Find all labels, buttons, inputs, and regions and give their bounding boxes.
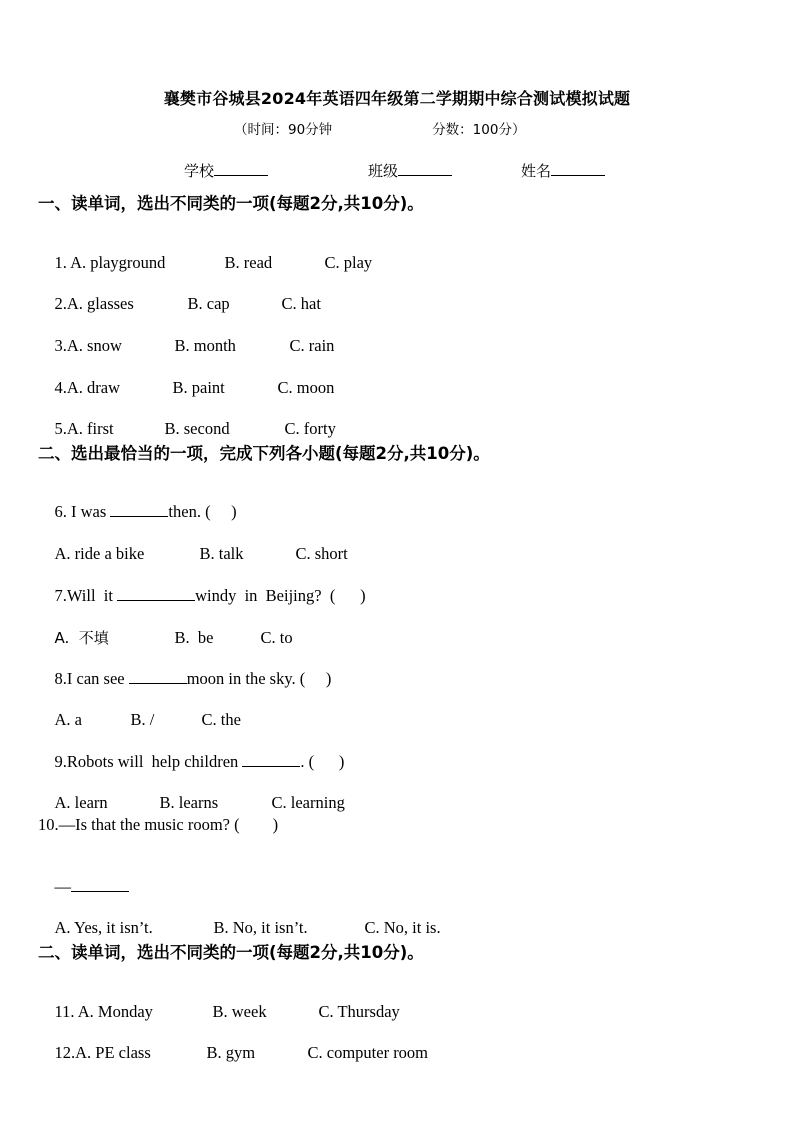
- q7-stem-end: windy in Beijing? ( ): [195, 586, 366, 605]
- q11-option-a: 11. A. Monday: [54, 1002, 153, 1021]
- name-label: 姓名: [521, 162, 552, 180]
- q4-option-c: C. moon: [277, 378, 335, 397]
- class-blank[interactable]: [398, 161, 452, 176]
- q1-option-c: C. play: [324, 253, 373, 272]
- q2-option-c: C. hat: [281, 294, 321, 313]
- q9-stem-start: 9.Robots will help children: [54, 752, 239, 771]
- q7-option-b: B. be: [174, 628, 214, 647]
- q5-option-b: B. second: [164, 419, 230, 438]
- q5-option-c: C. forty: [284, 419, 336, 438]
- exam-score: 分数：100分）: [432, 122, 526, 138]
- q3-option-a: 3.A. snow: [54, 336, 122, 355]
- q8-blank[interactable]: [129, 669, 187, 684]
- class-field: [368, 160, 521, 181]
- q2-option-b: B. cap: [187, 294, 230, 313]
- q6-option-c: C. short: [295, 544, 348, 563]
- q8-option-b: B. /: [130, 710, 155, 729]
- q10-option-c: C. No, it is.: [364, 918, 441, 937]
- q7-option-c: C. to: [260, 628, 293, 647]
- q6-stem-end: then. ( ): [168, 502, 237, 521]
- q10-dash: —: [54, 877, 71, 896]
- section-2-heading: 二、选出最恰当的一项，完成下列各小题(每题2分,共10分)。: [38, 444, 490, 463]
- q7-blank[interactable]: [117, 586, 195, 601]
- q11-option-b: B. week: [212, 1002, 267, 1021]
- q10-blank[interactable]: [71, 877, 129, 892]
- page-title: 襄樊市谷城县2024年英语四年级第二学期期中综合测试模拟试题: [163, 89, 631, 108]
- q8-stem-start: 8.I can see: [54, 669, 125, 688]
- q9-stem-end: . ( ): [300, 752, 345, 771]
- exam-time: （时间：90分钟: [234, 122, 333, 138]
- name-field: [521, 160, 605, 181]
- school-field: [184, 160, 368, 181]
- q9-option-a: A. learn: [54, 793, 108, 812]
- name-blank[interactable]: [551, 161, 605, 176]
- student-info: [184, 160, 605, 181]
- q3-option-b: B. month: [174, 336, 236, 355]
- q4-option-b: B. paint: [172, 378, 225, 397]
- q10-option-b: B. No, it isn’t.: [213, 918, 308, 937]
- q2-option-a: 2.A. glasses: [54, 294, 134, 313]
- q12-option-b: B. gym: [206, 1043, 256, 1062]
- q8-option-a: A. a: [54, 710, 82, 729]
- q3-option-c: C. rain: [289, 336, 335, 355]
- q9-option-b: B. learns: [159, 793, 219, 812]
- section-3-heading: 二、读单词，选出不同类的一项(每题2分,共10分)。: [38, 943, 424, 962]
- q1-option-b: B. read: [224, 253, 273, 272]
- q7-stem-start: 7.Will it: [54, 586, 113, 605]
- q8-option-c: C. the: [201, 710, 241, 729]
- section-1-heading: 一、读单词，选出不同类的一项(每题2分,共10分)。: [38, 194, 424, 213]
- question-12: [38, 1023, 428, 1083]
- exam-meta: [234, 118, 525, 138]
- q5-option-a: 5.A. first: [54, 419, 114, 438]
- q8-stem-end: moon in the sky. ( ): [186, 669, 332, 688]
- question-10: 10.—Is that the music room? ( ): [38, 815, 279, 834]
- q6-option-a: A. ride a bike: [54, 544, 145, 563]
- class-label: 班级: [368, 162, 399, 180]
- school-label: 学校: [184, 162, 215, 180]
- q6-option-b: B. talk: [199, 544, 244, 563]
- q9-option-c: C. learning: [271, 793, 345, 812]
- q12-option-c: C. computer room: [307, 1043, 429, 1062]
- q11-option-c: C. Thursday: [318, 1002, 400, 1021]
- school-blank[interactable]: [214, 161, 268, 176]
- q6-blank[interactable]: [110, 502, 168, 517]
- q1-option-a: 1. A. playground: [54, 253, 166, 272]
- q4-option-a: 4.A. draw: [54, 378, 121, 397]
- q9-blank[interactable]: [242, 752, 300, 767]
- q6-stem-start: 6. I was: [54, 502, 107, 521]
- q7-option-a: A. 不填: [54, 629, 109, 647]
- q12-option-a: 12.A. PE class: [54, 1043, 151, 1062]
- q10-option-a: A. Yes, it isn’t.: [54, 918, 153, 937]
